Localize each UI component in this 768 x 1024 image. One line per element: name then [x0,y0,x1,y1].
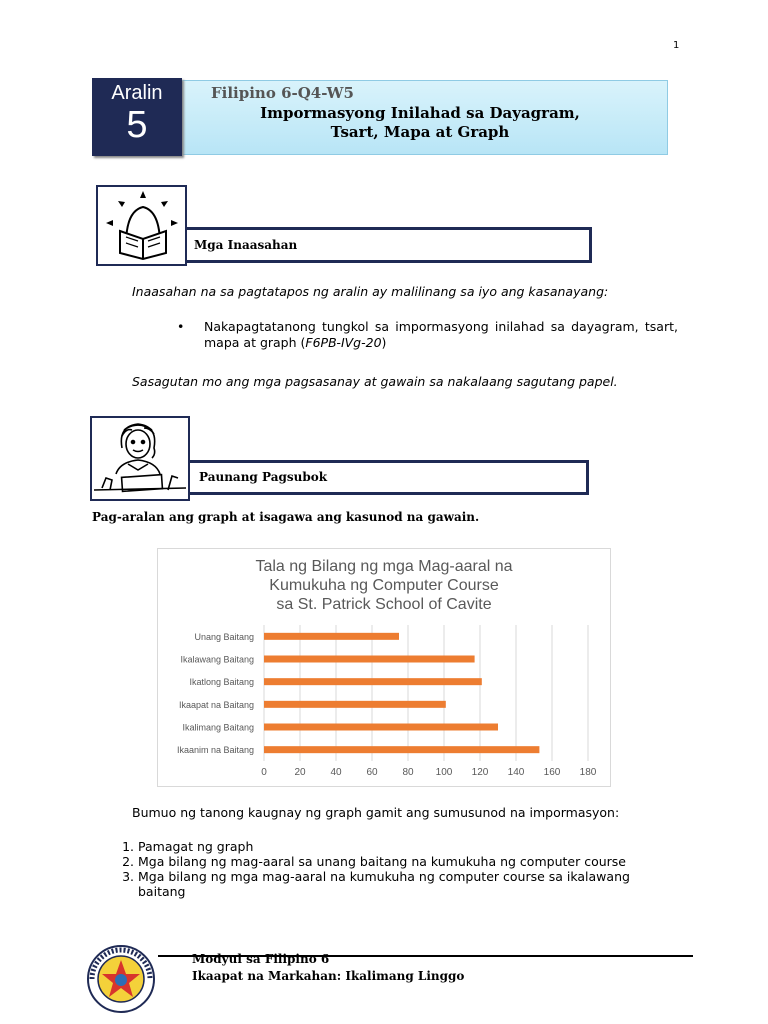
expectations-intro: Inaasahan na sa pagtatapos ng aralin ay malilinang sa iyo ang kasanayang: [132,284,609,299]
lesson-title-line2: Tsart, Mapa at Graph [330,123,510,141]
competency-code: F6PB-IVg-20 [305,335,382,350]
lesson-title-line1: Impormasyong Inilahad sa Dayagram, [260,104,580,122]
x-tick-label: 40 [330,767,342,778]
question-list [108,839,668,899]
question-item: 1. Pamagat ng graph [138,839,668,854]
bar [264,724,498,731]
pretest-instruction: Pag-aralan ang graph at isagawa ang kasunod na gawain. [92,510,480,524]
category-label: Unang Baitang [194,631,254,642]
lesson-number: 5 [126,104,148,146]
chart-title-line1: Tala ng Bilang ng mga Mag-aaral na [255,558,513,575]
expectation-bullet [177,319,678,351]
section-header-expectations [181,227,592,263]
x-tick-label: 180 [579,767,597,778]
student-writing-icon [90,416,190,501]
x-tick-label: 100 [435,767,453,778]
page-number: 1 [673,40,680,51]
category-label: Ikatlong Baitang [189,677,254,688]
bullet-text: Nakapagtatanong tungkol sa impormasyong inilahad sa dayagram, tsart, mapa at graph ( [204,319,678,350]
lesson-badge [92,78,182,156]
x-tick-label: 160 [543,767,561,778]
book-reader-icon [96,185,187,266]
bar [264,678,482,685]
category-label: Ikalawang Baitang [180,654,254,665]
question-item: 2. Mga bilang ng mag-aaral sa unang baitang na kumukuha ng computer course [138,854,668,869]
bar [264,633,399,640]
section-label: Paunang Pagsubok [199,470,328,484]
chart-plot [158,549,610,786]
x-tick-label: 60 [366,767,378,778]
x-tick-label: 140 [507,767,525,778]
answer-sheet-note: Sasagutan mo ang mga pagsasanay at gawain sa nakalaang sagutang papel. [132,374,618,389]
x-tick-label: 80 [402,767,414,778]
category-label: Ikalimang Baitang [182,722,254,733]
x-tick-label: 0 [261,767,267,778]
category-label: Ikaapat na Baitang [178,699,254,710]
bar [264,656,475,663]
chart-title-line3: sa St. Patrick School of Cavite [276,596,492,613]
bar-chart [157,548,611,787]
bar [264,701,446,708]
x-tick-label: 120 [471,767,489,778]
questions-intro: Bumuo ng tanong kaugnay ng graph gamit ang sumusunod na impormasyon: [132,805,620,820]
module-code: Filipino 6-Q4-W5 [211,84,354,102]
x-tick-label: 20 [294,767,306,778]
section-label: Mga Inaasahan [194,238,298,252]
bullet-dot: • [177,319,185,334]
lesson-word: Aralin [111,82,163,104]
bullet-close: ) [381,335,387,350]
chart-title-line2: Kumukuha ng Computer Course [269,577,499,594]
question-item: 3. Mga bilang ng mga mag-aaral na kumukuha ng computer course sa ikalawang baitang [138,869,668,899]
footer-quarter-week: Ikaapat na Markahan: Ikalimang Linggo [192,969,465,983]
category-label: Ikaanim na Baitang [176,745,254,756]
footer-module-name: Modyul sa Filipino 6 [192,952,330,966]
division-seal-logo [86,944,156,1014]
section-header-pretest [186,460,589,495]
bar [264,746,539,753]
